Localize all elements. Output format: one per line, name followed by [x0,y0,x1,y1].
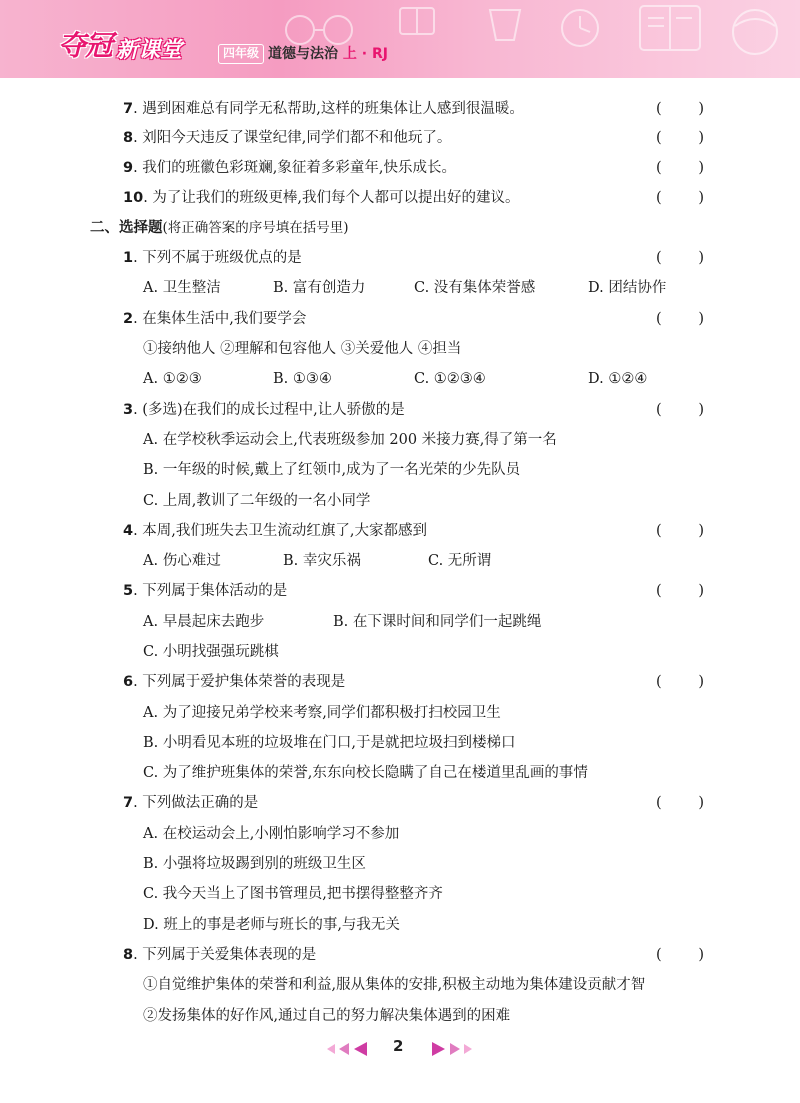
answer-parentheses[interactable]: ( ) [656,311,704,327]
answer-parentheses[interactable]: ( ) [656,130,704,146]
subject-title [268,44,388,64]
choice-question-2: 2. 在集体生活中,我们要学会 ( ) [0,306,800,332]
question-text: . 在集体生活中,我们要学会 [133,311,307,327]
section-heading [0,215,800,241]
question-text: . 下列做法正确的是 [133,795,259,811]
logo-sub: 新课堂 [116,38,183,63]
options-row [0,609,800,635]
statement-items [0,336,800,362]
option-c[interactable]: C. 小明找强强玩跳棋 [143,644,279,660]
question-text: . 下列属于集体活动的是 [133,583,288,599]
options-row [0,366,800,392]
question-text: . 刘阳今天违反了课堂纪律,同学们都不和他玩了。 [133,130,452,146]
statement-item-1: ①自觉维护集体的荣誉和利益,服从集体的安排,积极主动地为集体建设贡献才智 [143,977,646,993]
judge-question-7 [0,96,800,122]
option-a[interactable]: A. 在学校秋季运动会上,代表班级参加 200 米接力赛,得了第一名 [143,432,557,448]
option-d[interactable]: D. ①②④ [588,371,648,387]
option-a[interactable]: A. 伤心难过 [143,553,221,569]
option-c[interactable]: C. 我今天当上了图书管理员,把书摆得整整齐齐 [143,886,443,902]
section-title: 二、选择题 [90,220,163,236]
answer-parentheses[interactable]: ( ) [656,674,704,690]
question-text: . 遇到困难总有同学无私帮助,这样的班集体让人感到很温暖。 [133,101,524,117]
option-b[interactable]: B. 幸灾乐祸 [283,553,361,569]
answer-parentheses[interactable]: ( ) [656,250,704,266]
choice-question-5: 5. 下列属于集体活动的是 ( ) [0,578,800,604]
option-a[interactable]: A. 为了迎接兄弟学校来考察,同学们都积极打扫校园卫生 [143,705,501,721]
choice-question-4: 4. 本周,我们班失去卫生流动红旗了,大家都感到 ( ) [0,518,800,544]
answer-parentheses[interactable]: ( ) [656,523,704,539]
question-number: 7 [123,101,134,117]
options-row [0,548,800,574]
option-b[interactable]: B. 小明看见本班的垃圾堆在门口,于是就把垃圾扫到楼梯口 [143,735,516,751]
statement-item-2: ②发扬集体的好作风,通过自己的努力解决集体遇到的困难 [143,1008,511,1024]
header-banner [0,0,800,78]
choice-question-7: 7. 下列做法正确的是 ( ) [0,790,800,816]
option-c[interactable]: C. 没有集体荣誉感 [414,280,536,296]
choice-question-3: 3. (多选)在我们的成长过程中,让人骄傲的是 ( ) [0,397,800,423]
question-text: . 我们的班徽色彩斑斓,象征着多彩童年,快乐成长。 [133,160,457,176]
option-d[interactable]: D. 团结协作 [588,280,667,296]
option-b[interactable]: B. 富有创造力 [273,280,366,296]
page-number: 2 [393,1037,404,1055]
page-footer [0,1036,800,1062]
logo [58,30,182,64]
question-number: 10 [123,190,144,206]
question-number: 8 [123,130,134,146]
option-a[interactable]: A. 在校运动会上,小刚怕影响学习不参加 [143,826,400,842]
option-c[interactable]: C. 无所谓 [428,553,492,569]
subject-name: 道德与法治 [268,46,338,62]
judge-question-9 [0,155,800,181]
option-c[interactable]: C. 为了维护班集体的荣誉,东东向校长隐瞒了自己在楼道里乱画的事情 [143,765,588,781]
options-row [0,275,800,301]
option-c[interactable]: C. ①②③④ [414,371,486,387]
edition-label: 上 · RJ [342,46,388,62]
choice-question-1: 1. 下列不属于班级优点的是 ( ) [0,245,800,271]
option-b[interactable]: B. 一年级的时候,戴上了红领巾,成为了一名光荣的少先队员 [143,462,521,478]
answer-parentheses[interactable]: ( ) [656,101,704,117]
choice-question-8: 8. 下列属于关爱集体表现的是 ( ) [0,942,800,968]
option-d[interactable]: D. 班上的事是老师与班长的事,与我无关 [143,917,400,933]
choice-question-6: 6. 下列属于爱护集体荣誉的表现是 ( ) [0,669,800,695]
judge-question-8 [0,125,800,151]
answer-parentheses[interactable]: ( ) [656,190,704,206]
judge-question-10 [0,185,800,211]
option-c[interactable]: C. 上周,教训了二年级的一名小同学 [143,493,371,509]
question-text: . 为了让我们的班级更棒,我们每个人都可以提出好的建议。 [143,190,520,206]
answer-parentheses[interactable]: ( ) [656,947,704,963]
option-b[interactable]: B. 小强将垃圾踢到别的班级卫生区 [143,856,366,872]
question-text: . (多选)在我们的成长过程中,让人骄傲的是 [133,402,405,418]
question-text: . 本周,我们班失去卫生流动红旗了,大家都感到 [133,523,428,539]
option-a[interactable]: A. 早晨起床去跑步 [143,614,265,630]
grade-label: 四年级 [218,44,264,64]
question-number: 9 [123,160,134,176]
question-text: . 下列不属于班级优点的是 [133,250,302,266]
answer-parentheses[interactable]: ( ) [656,402,704,418]
school-doodles-decoration [240,0,800,78]
section-instruction: (将正确答案的序号填在括号里) [162,220,349,236]
next-arrows-icon [428,1042,472,1056]
prev-arrows-icon [327,1042,371,1056]
option-a[interactable]: A. ①②③ [143,371,202,387]
statement-list: ①接纳他人 ②理解和包容他人 ③关爱他人 ④担当 [143,341,462,357]
logo-main: 夺冠 [58,29,113,62]
answer-parentheses[interactable]: ( ) [656,795,704,811]
answer-parentheses[interactable]: ( ) [656,583,704,599]
option-a[interactable]: A. 卫生整洁 [143,280,221,296]
option-b[interactable]: B. 在下课时间和同学们一起跳绳 [333,614,542,630]
question-text: . 下列属于关爱集体表现的是 [133,947,317,963]
answer-parentheses[interactable]: ( ) [656,160,704,176]
option-b[interactable]: B. ①③④ [273,371,332,387]
question-text: . 下列属于爱护集体荣誉的表现是 [133,674,346,690]
